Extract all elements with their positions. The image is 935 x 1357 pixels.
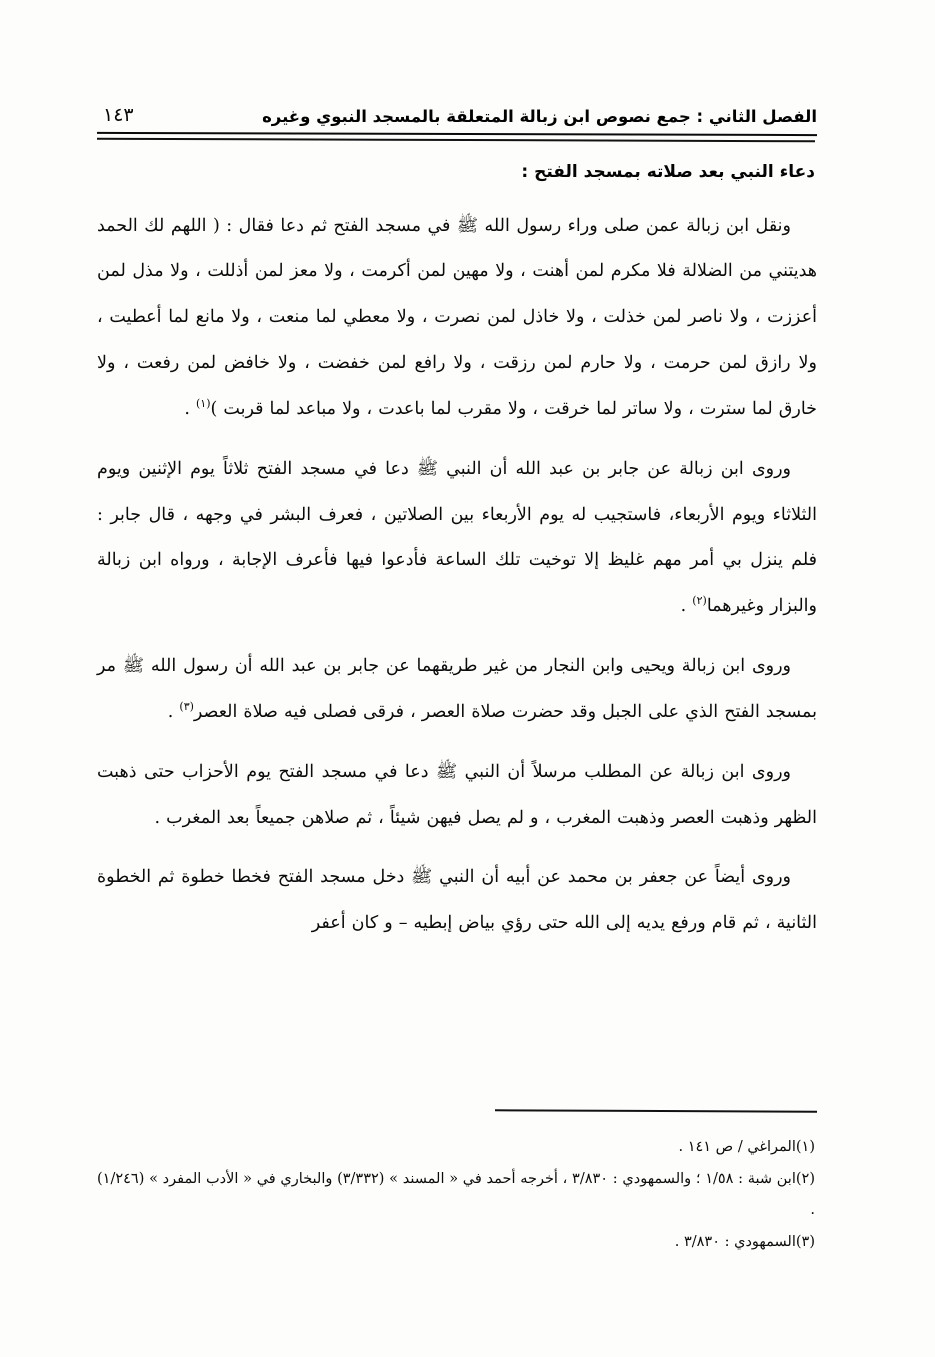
header-rule-bottom <box>97 138 815 142</box>
footnote-item <box>97 1164 817 1227</box>
paragraph-3-tail: . <box>167 701 180 722</box>
footnote-ref-2[interactable]: (٢) <box>692 594 707 608</box>
paragraph-5 <box>97 855 817 947</box>
paragraph-2 <box>97 447 817 630</box>
header-divider <box>97 133 817 142</box>
section-heading: دعاء النبي بعد صلاته بمسجد الفتح : <box>521 162 815 182</box>
footnote-text-1: المراغي / ص ١٤١ . <box>678 1139 796 1155</box>
header-row <box>97 96 817 126</box>
paragraph-4-text: وروى ابن زبالة عن المطلب مرسلاً أن النبي ﷺ دعا في مسجد الفتح يوم الأحزاب حتى ذهبت الظهر وذهبت العصر وذهبت المغرب ، و لم يصل فيهن شيئاً ، ثم صلاهن جميعاً بعد المغرب . <box>97 761 817 828</box>
paragraph-5-text: وروى أيضاً عن جعفر بن محمد عن أبيه أن النبي ﷺ دخل مسجد الفتح فخطا خطوة ثم الخطوة الثانية ، ثم قام ورفع يديه إلى الله حتى رؤي بياض إبطيه – و كان أعفر <box>97 867 817 934</box>
paragraph-4 <box>97 750 817 842</box>
footnote-item <box>97 1227 817 1259</box>
paragraph-1 <box>97 204 817 433</box>
paragraph-2-text: وروى ابن زبالة عن جابر بن عبد الله أن النبي ﷺ دعا في مسجد الفتح ثلاثاً يوم الإثنين ويوم الثلاثاء ويوم الأربعاء، فاستجيب له يوم الأربعاء بين الصلاتين ، فعرف البشر في وجهه ، قال جابر : فلم ينزل بي أمر مهم غليظ إلا توخيت تلك الساعة فأدعوا فيها فأعرف الإجابة ، ورواه ابن زبالة والبزار وغيرهما <box>97 458 817 617</box>
running-header <box>97 96 817 142</box>
header-rule-top <box>97 132 817 137</box>
footnote-ref-1[interactable]: (١) <box>196 397 211 411</box>
footnote-ref-3[interactable]: (٣) <box>179 700 194 714</box>
paragraph-2-tail: . <box>680 596 693 617</box>
paragraph-1-tail: . <box>184 398 196 419</box>
page-body <box>97 160 817 957</box>
paragraph-3 <box>97 644 817 736</box>
footnote-text-2: ابن شبة : ١/٥٨ ؛ والسمهودي : ٣/٨٣٠ ، أخرجه أحمد في « المسند » (٣/٣٣٢) والبخاري في « الأدب المفرد » (١/٢٤٦) . <box>97 1170 815 1219</box>
chapter-title: الفصل الثاني : جمع نصوص ابن زبالة المتعلقة بالمسجد النبوي وغيره <box>262 106 817 126</box>
footnote-list <box>97 1132 817 1258</box>
page-number: ١٤٣ <box>103 104 134 127</box>
footnote-text-3: السمهودي : ٣/٨٣٠ . <box>674 1233 796 1250</box>
footnote-item <box>97 1132 817 1164</box>
footnote-rule-line <box>495 1109 817 1112</box>
footnote-area <box>97 1108 817 1258</box>
footnote-marker-3: (٣) <box>795 1233 815 1250</box>
footnote-separator <box>97 1108 817 1120</box>
footnote-marker-2: (٢) <box>795 1170 815 1187</box>
paragraph-3-text: وروى ابن زبالة ويحيى وابن النجار من غير طريقهما عن جابر بن عبد الله أن رسول الله ﷺ مر بمسجد الفتح الذي على الجبل وقد حضرت صلاة العصر ، فرقى فصلى فيه صلاة العصر <box>97 656 817 722</box>
paragraph-1-text: ونقل ابن زبالة عمن صلى وراء رسول الله ﷺ في مسجد الفتح ثم دعا فقال : ( اللهم لك الحمد هديتني من الضلالة فلا مكرم لمن أهنت ، ولا مهين لمن أكرمت ، ولا معز لمن أذللت ، ولا مذل لمن أعززت ، ولا ناصر لمن خذلت ، ولا خاذل لمن نصرت ، ولا معطي لما منعت ، ولا مانع لما أعطيت ، ولا رازق لمن حرمت ، ولا حارم لمن رزقت ، ولا رافع لمن خفضت ، ولا خافض لمن رفعت ، ولا خارق لما سترت ، ولا ساتر لما خرقت ، ولا مقرب لما باعدت ، ولا مباعد لما قربت ) <box>97 215 817 419</box>
footnote-marker-1: (١) <box>795 1139 815 1155</box>
